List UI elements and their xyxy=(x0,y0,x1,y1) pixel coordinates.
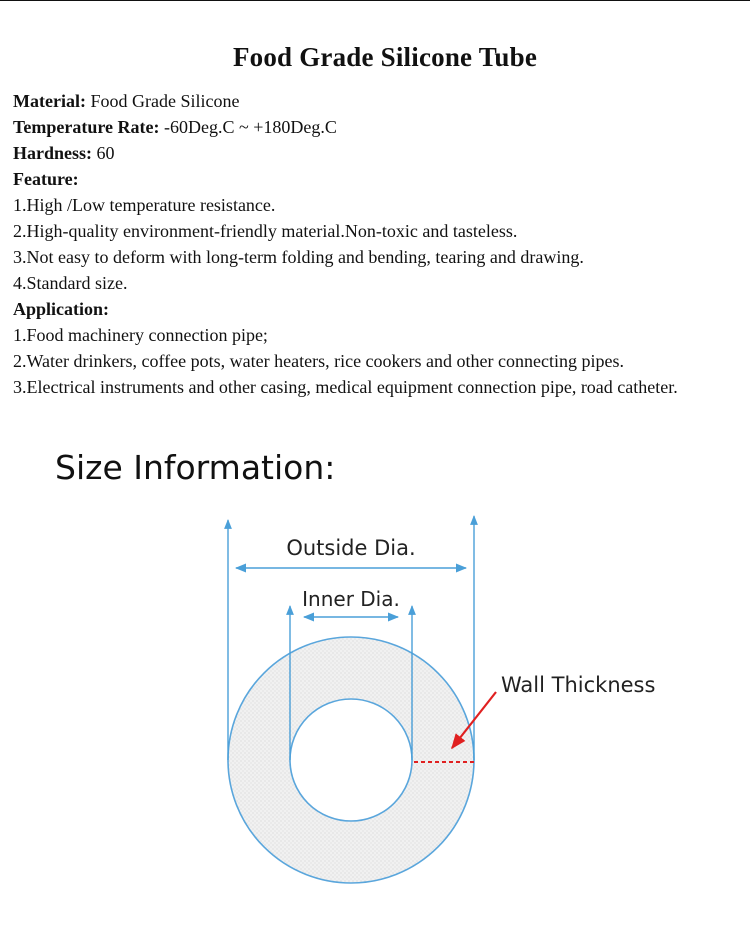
application-label: Application: xyxy=(13,299,110,319)
feature-item: 4.Standard size. xyxy=(13,273,128,293)
feature-item: 1.High /Low temperature resistance. xyxy=(13,195,276,215)
feature-label: Feature: xyxy=(13,169,79,189)
wall-thickness-label: Wall Thickness xyxy=(501,673,656,697)
application-item: 2.Water drinkers, coffee pots, water heaters, rice cookers and other connecting pipes. xyxy=(13,351,624,371)
inner-dia-label: Inner Dia. xyxy=(302,587,400,611)
hardness-value: 60 xyxy=(92,143,115,163)
material-label: Material: xyxy=(13,91,86,111)
outside-dia-label: Outside Dia. xyxy=(286,536,416,560)
feature-item: 2.High-quality environment-friendly material.Non-toxic and tasteless. xyxy=(13,221,518,241)
hardness-label: Hardness: xyxy=(13,143,93,163)
temperature-label: Temperature Rate: xyxy=(13,117,160,137)
application-item: 3.Electrical instruments and other casing, medical equipment connection pipe, road catheter. xyxy=(13,377,678,397)
material-value: Food Grade Silicone xyxy=(85,91,240,111)
tube-wall xyxy=(228,637,474,883)
application-item: 1.Food machinery connection pipe; xyxy=(13,325,268,345)
page-title: Food Grade Silicone Tube xyxy=(232,42,538,72)
feature-item: 3.Not easy to deform with long-term folding and bending, tearing and drawing. xyxy=(13,247,584,267)
size-information-heading: Size Information: xyxy=(55,448,336,487)
temperature-value: -60Deg.C ~ +180Deg.C xyxy=(159,117,337,137)
